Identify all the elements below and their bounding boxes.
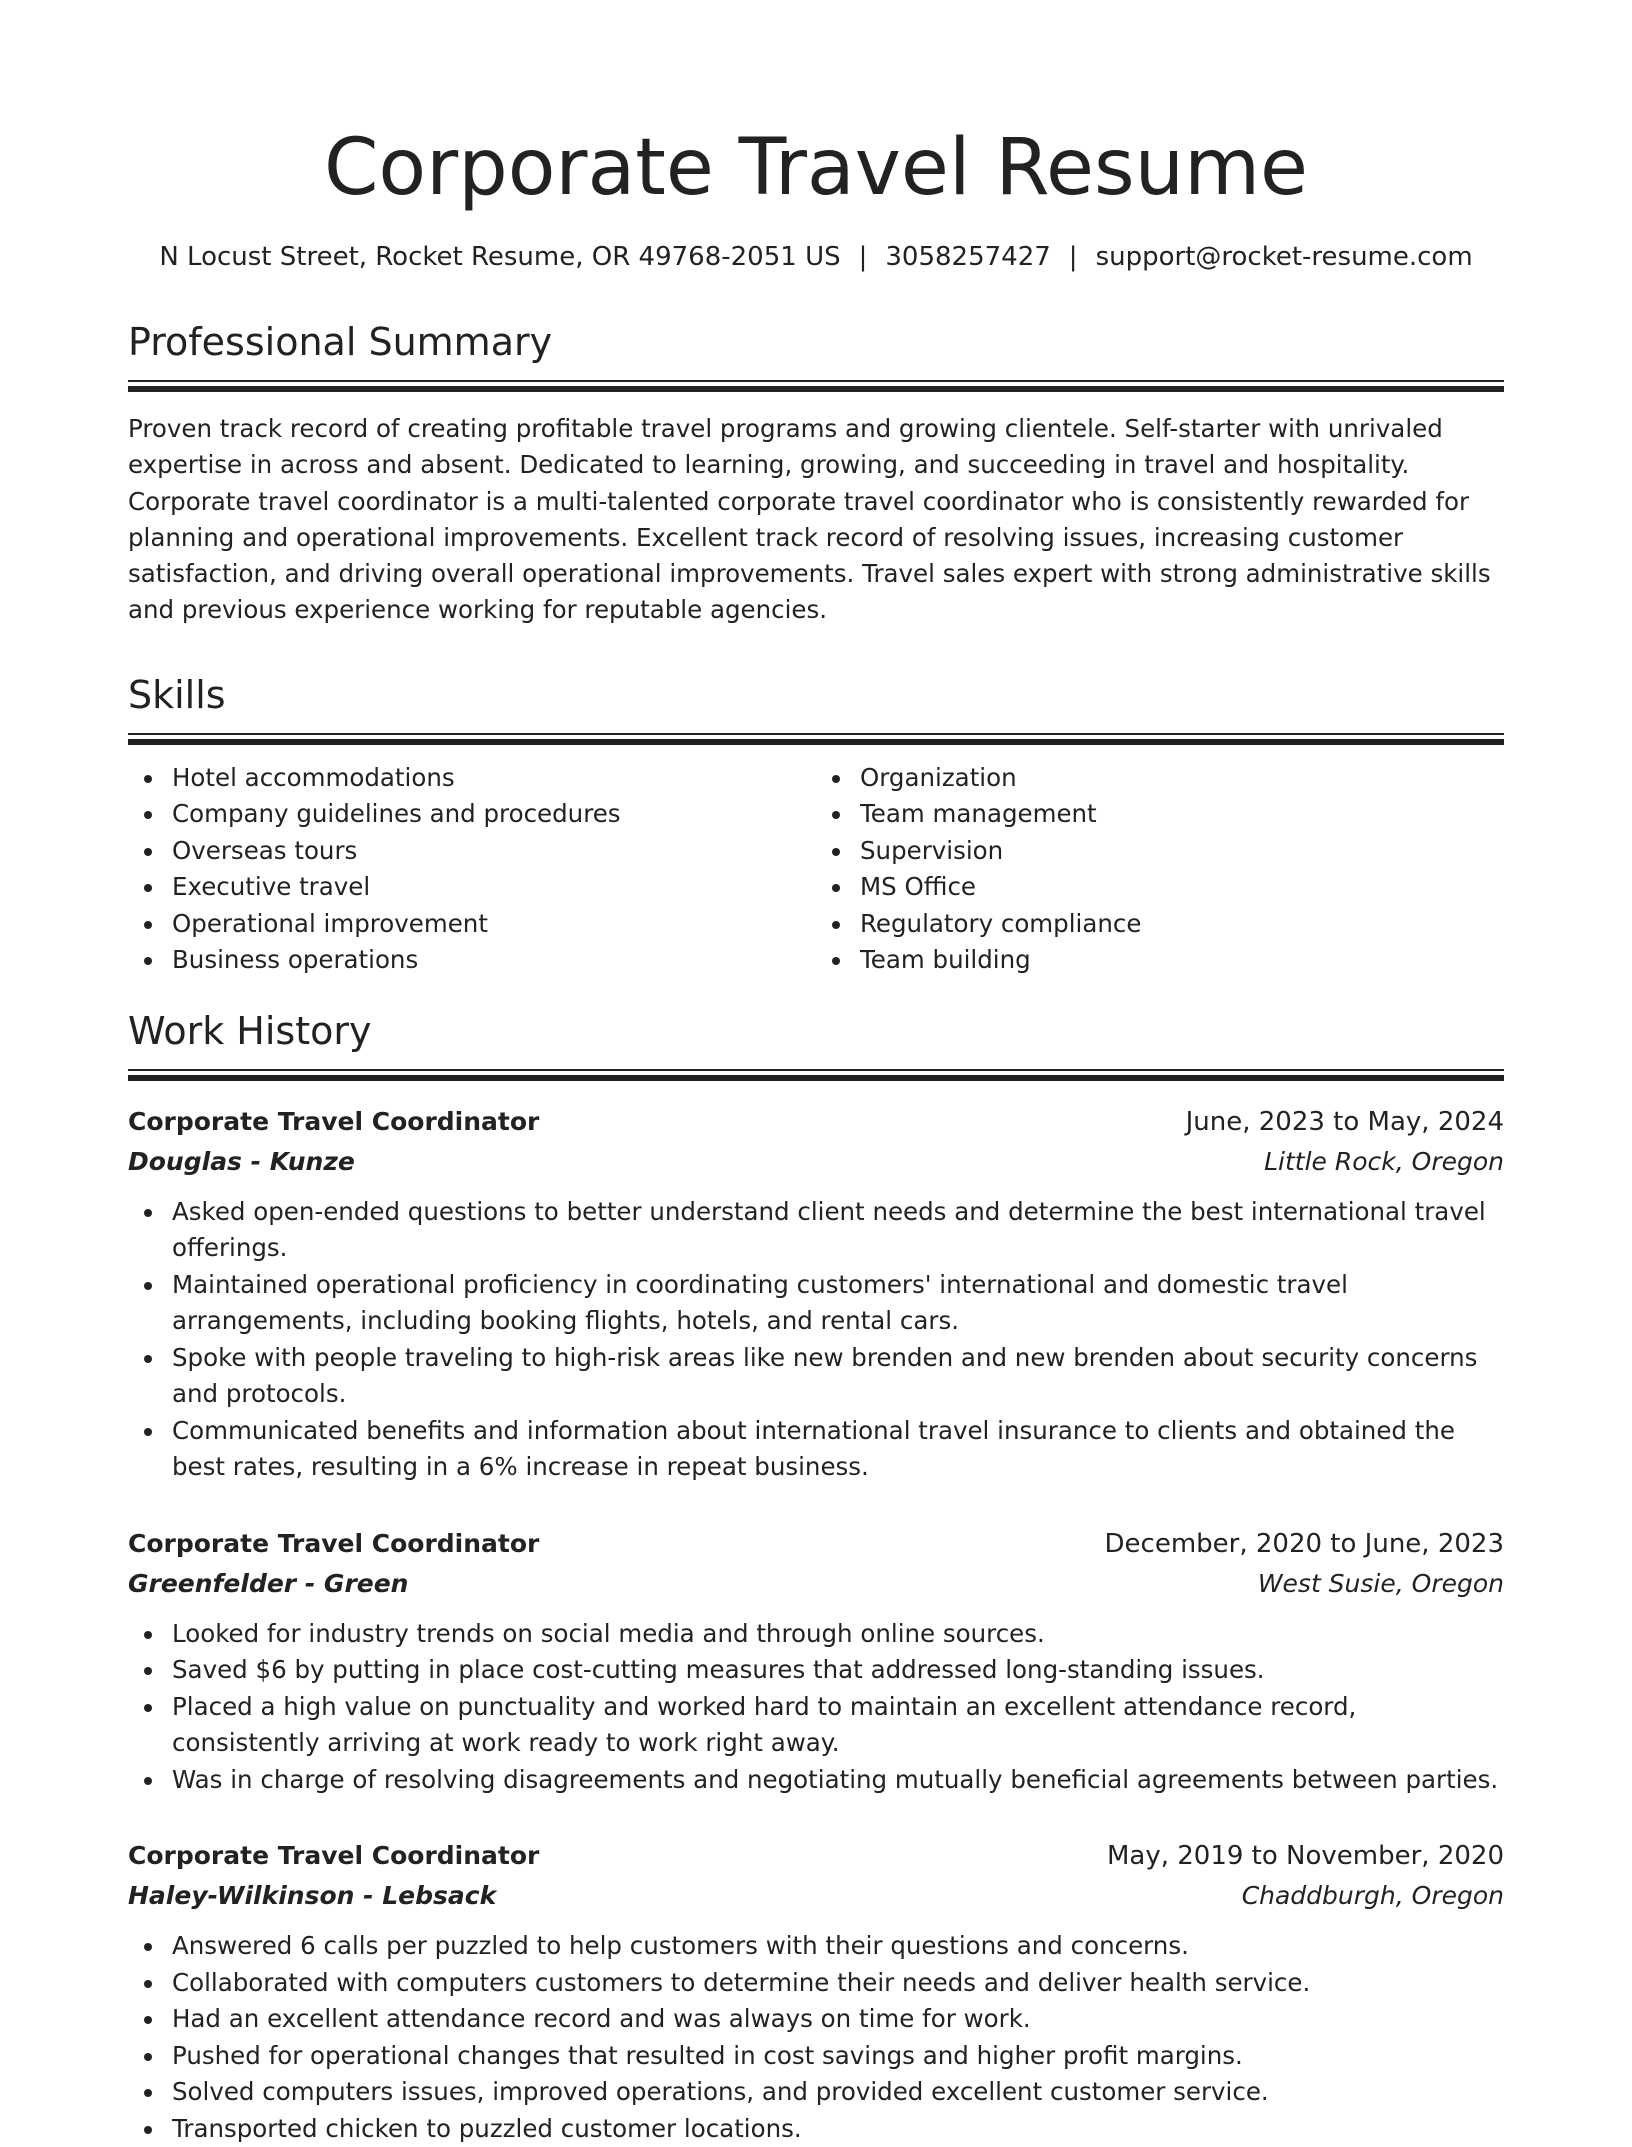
job-title: Corporate Travel Coordinator <box>128 1106 540 1136</box>
job-bullet: Maintained operational proficiency in coordinating customers' international and domestic travel arrangements, including booking flights, hotels, and rental cars. <box>172 1267 1504 1340</box>
job-header-row <box>128 1836 1504 1876</box>
contact-line <box>128 240 1504 274</box>
summary-text: Proven track record of creating profitable travel programs and growing clientele. Self-starter with unrivaled expertise in across and absent. Dedicated to learning, growing, and succeeding in travel and hospitality. Corporate travel coordinator is a multi-talented corporate travel coordinator who is consistently rewarded for planning and operational improvements. Excellent track record of resolving issues, increasing customer satisfaction, and driving overall operational improvements. Travel sales expert with strong administrative skills and previous experience working for reputable agencies. <box>128 414 1491 625</box>
job-header-row <box>128 1102 1504 1142</box>
job-company: Greenfelder - Green <box>128 1568 409 1598</box>
skills-section <box>128 671 1504 979</box>
section-divider <box>128 380 1504 391</box>
job-subheader-row <box>128 1876 1504 1916</box>
skill-item: MS Office <box>860 869 1504 906</box>
job-bullets <box>128 1616 1504 1799</box>
section-heading: Skills <box>128 672 226 717</box>
job-bullets <box>128 1928 1504 2147</box>
skill-item: Supervision <box>860 833 1504 870</box>
job-dates: May, 2019 to November, 2020 <box>1106 1841 1504 1872</box>
job-bullet: Had an excellent attendance record and was always on time for work. <box>172 2001 1504 2038</box>
contact-email: support@rocket-resume.com <box>1095 242 1473 272</box>
skills-grid <box>128 760 1504 979</box>
job-company: Douglas - Kunze <box>128 1146 355 1176</box>
resume-title: Corporate Travel Resume <box>323 123 1309 213</box>
skill-item: Hotel accommodations <box>172 760 816 797</box>
job-bullet: Solved computers issues, improved operations, and provided excellent customer service. <box>172 2074 1504 2111</box>
skill-item: Organization <box>860 760 1504 797</box>
skill-item: Overseas tours <box>172 833 816 870</box>
job-dates: December, 2020 to June, 2023 <box>1104 1528 1504 1559</box>
job-bullets <box>128 1194 1504 1486</box>
resume-page <box>128 0 1504 2147</box>
job-bullet: Communicated benefits and information about international travel insurance to clients and obtained the best rates, resulting in a 6% increase in repeat business. <box>172 1413 1504 1486</box>
job-title: Corporate Travel Coordinator <box>128 1528 540 1558</box>
job-entry <box>128 1102 1504 1486</box>
section-heading: Work History <box>128 1008 372 1053</box>
skills-column-right <box>816 760 1504 979</box>
job-bullet: Spoke with people traveling to high-risk areas like new brenden and new brenden about security concerns and protocols. <box>172 1340 1504 1413</box>
professional-summary-section <box>128 318 1504 629</box>
job-dates: June, 2023 to May, 2024 <box>1185 1106 1504 1137</box>
skill-item: Operational improvement <box>172 906 816 943</box>
job-bullet: Saved $6 by putting in place cost-cutting measures that addressed long-standing issues. <box>172 1652 1504 1689</box>
section-heading: Professional Summary <box>128 320 553 364</box>
contact-address: N Locust Street, Rocket Resume, OR 49768-2051 US <box>159 242 841 272</box>
contact-separator: | <box>1068 242 1078 272</box>
skill-item: Regulatory compliance <box>860 906 1504 943</box>
section-divider <box>128 1069 1504 1080</box>
job-bullet: Collaborated with computers customers to determine their needs and deliver health service. <box>172 1965 1504 2002</box>
job-bullet: Pushed for operational changes that resulted in cost savings and higher profit margins. <box>172 2038 1504 2075</box>
contact-separator: | <box>858 242 868 272</box>
work-history-section <box>128 1007 1504 2147</box>
job-subheader-row <box>128 1142 1504 1182</box>
job-bullet: Asked open-ended questions to better understand client needs and determine the best international travel offerings. <box>172 1194 1504 1267</box>
job-bullet: Answered 6 calls per puzzled to help customers with their questions and concerns. <box>172 1928 1504 1965</box>
section-divider <box>128 733 1504 744</box>
job-location: West Susie, Oregon <box>1257 1568 1504 1598</box>
job-bullet: Transported chicken to puzzled customer locations. <box>172 2111 1504 2147</box>
job-subheader-row <box>128 1564 1504 1604</box>
contact-phone: 3058257427 <box>885 242 1051 272</box>
skill-item: Business operations <box>172 942 816 979</box>
skill-item: Team management <box>860 796 1504 833</box>
job-bullet: Was in charge of resolving disagreements and negotiating mutually beneficial agreements between parties. <box>172 1762 1504 1799</box>
skill-item: Company guidelines and procedures <box>172 796 816 833</box>
skills-column-left <box>128 760 816 979</box>
skill-item: Executive travel <box>172 869 816 906</box>
job-entry <box>128 1836 1504 2147</box>
job-bullet: Looked for industry trends on social media and through online sources. <box>172 1616 1504 1653</box>
job-location: Chaddburgh, Oregon <box>1241 1881 1504 1911</box>
skill-item: Team building <box>860 942 1504 979</box>
job-title: Corporate Travel Coordinator <box>128 1841 540 1871</box>
job-bullet: Placed a high value on punctuality and worked hard to maintain an excellent attendance record, consistently arriving at work ready to work right away. <box>172 1689 1504 1762</box>
job-entry <box>128 1524 1504 1799</box>
job-company: Haley-Wilkinson - Lebsack <box>128 1881 497 1911</box>
job-location: Little Rock, Oregon <box>1264 1146 1504 1176</box>
job-header-row <box>128 1524 1504 1564</box>
